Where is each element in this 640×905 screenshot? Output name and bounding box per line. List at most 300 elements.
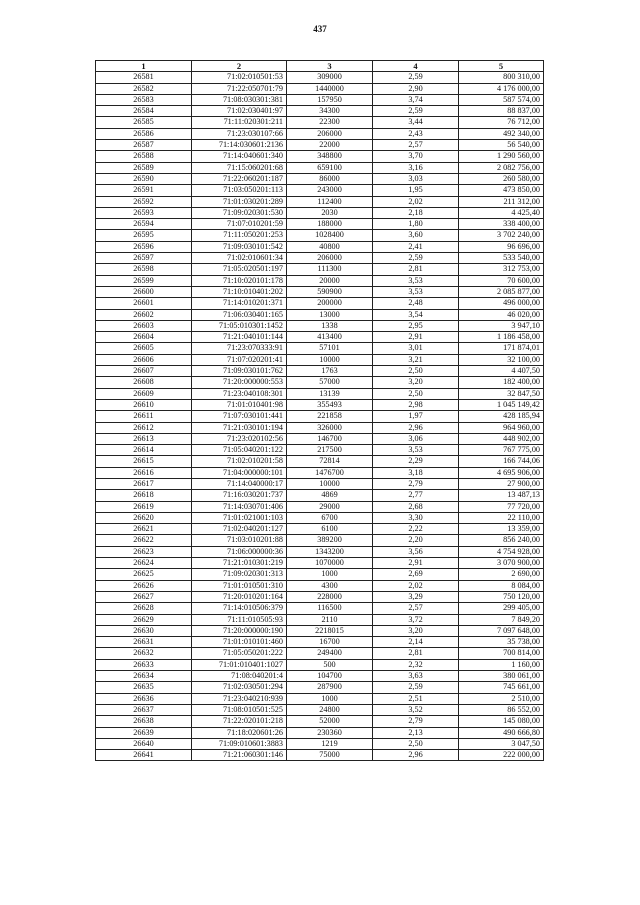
area-cell: 57101	[287, 343, 373, 354]
row-number-cell: 26621	[96, 524, 192, 535]
rate-cell: 2,50	[373, 366, 459, 377]
cadastral-number-cell: 71:02:030401:97	[192, 106, 287, 117]
area-cell: 217500	[287, 445, 373, 456]
area-cell: 146700	[287, 433, 373, 444]
row-number-cell: 26606	[96, 354, 192, 365]
cadastral-number-cell: 71:09:030101:542	[192, 241, 287, 252]
cadastral-number-cell: 71:07:010201:59	[192, 219, 287, 230]
value-cell: 4 176 000,00	[459, 83, 544, 94]
cadastral-number-cell: 71:09:010601:3883	[192, 738, 287, 749]
row-number-cell: 26628	[96, 603, 192, 614]
row-number-cell: 26607	[96, 366, 192, 377]
column-header-2: 2	[192, 61, 287, 72]
table-row	[96, 275, 544, 286]
rate-cell: 3,56	[373, 546, 459, 557]
rate-cell: 3,72	[373, 614, 459, 625]
value-cell: 13 487,13	[459, 490, 544, 501]
value-cell: 3 047,50	[459, 738, 544, 749]
value-cell: 1 186 458,00	[459, 332, 544, 343]
table-row	[96, 467, 544, 478]
area-cell: 326000	[287, 422, 373, 433]
row-number-cell: 26635	[96, 682, 192, 693]
value-cell: 496 000,00	[459, 298, 544, 309]
value-cell: 32 847,50	[459, 388, 544, 399]
cadastral-number-cell: 71:02:010601:34	[192, 253, 287, 264]
header-row	[96, 61, 544, 72]
row-number-cell: 26583	[96, 94, 192, 105]
table-header	[96, 61, 544, 72]
rate-cell: 2,18	[373, 207, 459, 218]
rate-cell: 2,91	[373, 558, 459, 569]
table-row	[96, 603, 544, 614]
value-cell: 3 702 240,00	[459, 230, 544, 241]
table-row	[96, 512, 544, 523]
table-row	[96, 693, 544, 704]
rate-cell: 3,53	[373, 445, 459, 456]
table-row	[96, 625, 544, 636]
cadastral-number-cell: 71:07:030101:441	[192, 411, 287, 422]
rate-cell: 2,81	[373, 264, 459, 275]
cadastral-number-cell: 71:14:010506:379	[192, 603, 287, 614]
row-number-cell: 26629	[96, 614, 192, 625]
cadastral-number-cell: 71:21:010301:219	[192, 558, 287, 569]
area-cell: 22000	[287, 140, 373, 151]
value-cell: 800 310,00	[459, 72, 544, 83]
area-cell: 1219	[287, 738, 373, 749]
value-cell: 2 510,00	[459, 693, 544, 704]
rate-cell: 3,30	[373, 512, 459, 523]
row-number-cell: 26605	[96, 343, 192, 354]
table-row	[96, 377, 544, 388]
row-number-cell: 26631	[96, 637, 192, 648]
cadastral-number-cell: 71:08:040201:4	[192, 671, 287, 682]
value-cell: 7 097 648,00	[459, 625, 544, 636]
row-number-cell: 26582	[96, 83, 192, 94]
area-cell: 200000	[287, 298, 373, 309]
cadastral-number-cell: 71:21:040101:144	[192, 332, 287, 343]
rate-cell: 2,96	[373, 422, 459, 433]
rate-cell: 3,52	[373, 704, 459, 715]
rate-cell: 3,29	[373, 591, 459, 602]
row-number-cell: 26620	[96, 512, 192, 523]
column-header-5: 5	[459, 61, 544, 72]
rate-cell: 2,32	[373, 659, 459, 670]
area-cell: 249400	[287, 648, 373, 659]
area-cell: 1763	[287, 366, 373, 377]
area-cell: 500	[287, 659, 373, 670]
value-cell: 1 290 560,00	[459, 151, 544, 162]
area-cell: 348800	[287, 151, 373, 162]
cadastral-number-cell: 71:23:030107:66	[192, 128, 287, 139]
rate-cell: 3,20	[373, 377, 459, 388]
rate-cell: 2,98	[373, 399, 459, 410]
row-number-cell: 26615	[96, 456, 192, 467]
cadastral-number-cell: 71:21:030101:194	[192, 422, 287, 433]
table-row	[96, 716, 544, 727]
value-cell: 3 070 900,00	[459, 558, 544, 569]
row-number-cell: 26630	[96, 625, 192, 636]
cadastral-number-cell: 71:03:010201:88	[192, 535, 287, 546]
area-cell: 1343200	[287, 546, 373, 557]
value-cell: 492 340,00	[459, 128, 544, 139]
cadastral-number-cell: 71:05:010301:1452	[192, 320, 287, 331]
table-body	[96, 72, 544, 761]
table-row	[96, 298, 544, 309]
row-number-cell: 26641	[96, 750, 192, 761]
table-row	[96, 727, 544, 738]
value-cell: 88 837,00	[459, 106, 544, 117]
row-number-cell: 26588	[96, 151, 192, 162]
cadastral-number-cell: 71:22:050701:79	[192, 83, 287, 94]
cadastral-number-cell: 71:06:030401:165	[192, 309, 287, 320]
table-row	[96, 219, 544, 230]
cadastral-number-cell: 71:11:020301:211	[192, 117, 287, 128]
value-cell: 587 574,00	[459, 94, 544, 105]
table-row	[96, 750, 544, 761]
table-row	[96, 94, 544, 105]
area-cell: 355493	[287, 399, 373, 410]
rate-cell: 2,02	[373, 580, 459, 591]
table-row	[96, 682, 544, 693]
cadastral-number-cell: 71:10:020101:178	[192, 275, 287, 286]
rate-cell: 2,81	[373, 648, 459, 659]
row-number-cell: 26587	[96, 140, 192, 151]
row-number-cell: 26625	[96, 569, 192, 580]
rate-cell: 2,50	[373, 388, 459, 399]
rate-cell: 2,43	[373, 128, 459, 139]
value-cell: 222 000,00	[459, 750, 544, 761]
table-row	[96, 241, 544, 252]
rate-cell: 1,95	[373, 185, 459, 196]
table-row	[96, 207, 544, 218]
cadastral-number-cell: 71:23:040210:939	[192, 693, 287, 704]
rate-cell: 2,59	[373, 72, 459, 83]
rate-cell: 3,63	[373, 671, 459, 682]
table-row	[96, 140, 544, 151]
row-number-cell: 26584	[96, 106, 192, 117]
cadastral-number-cell: 71:14:040601:340	[192, 151, 287, 162]
area-cell: 659100	[287, 162, 373, 173]
rate-cell: 2,57	[373, 603, 459, 614]
value-cell: 96 696,00	[459, 241, 544, 252]
rate-cell: 2,59	[373, 106, 459, 117]
rate-cell: 3,53	[373, 286, 459, 297]
cadastral-number-cell: 71:02:040201:127	[192, 524, 287, 535]
table-row	[96, 185, 544, 196]
area-cell: 22300	[287, 117, 373, 128]
rate-cell: 3,53	[373, 275, 459, 286]
table-row	[96, 72, 544, 83]
table-row	[96, 524, 544, 535]
table-row	[96, 580, 544, 591]
value-cell: 745 661,00	[459, 682, 544, 693]
table-row	[96, 388, 544, 399]
rate-cell: 2,90	[373, 83, 459, 94]
area-cell: 590900	[287, 286, 373, 297]
table-row	[96, 433, 544, 444]
table-row	[96, 230, 544, 241]
rate-cell: 2,29	[373, 456, 459, 467]
row-number-cell: 26590	[96, 173, 192, 184]
table-row	[96, 399, 544, 410]
area-cell: 309000	[287, 72, 373, 83]
value-cell: 473 850,00	[459, 185, 544, 196]
area-cell: 1070000	[287, 558, 373, 569]
value-cell: 8 084,00	[459, 580, 544, 591]
row-number-cell: 26623	[96, 546, 192, 557]
row-number-cell: 26581	[96, 72, 192, 83]
rate-cell: 3,18	[373, 467, 459, 478]
rate-cell: 2,22	[373, 524, 459, 535]
area-cell: 1000	[287, 693, 373, 704]
row-number-cell: 26626	[96, 580, 192, 591]
value-cell: 4 695 906,00	[459, 467, 544, 478]
cadastral-number-cell: 71:04:000000:101	[192, 467, 287, 478]
table-row	[96, 478, 544, 489]
cadastral-number-cell: 71:08:030301:381	[192, 94, 287, 105]
value-cell: 260 580,00	[459, 173, 544, 184]
row-number-cell: 26639	[96, 727, 192, 738]
cadastral-number-cell: 71:01:010501:310	[192, 580, 287, 591]
area-cell: 1000	[287, 569, 373, 580]
row-number-cell: 26634	[96, 671, 192, 682]
table-row	[96, 456, 544, 467]
value-cell: 964 960,00	[459, 422, 544, 433]
table-row	[96, 354, 544, 365]
column-header-3: 3	[287, 61, 373, 72]
value-cell: 46 020,00	[459, 309, 544, 320]
row-number-cell: 26613	[96, 433, 192, 444]
table-row	[96, 173, 544, 184]
cadastral-number-cell: 71:02:030501:294	[192, 682, 287, 693]
value-cell: 312 753,00	[459, 264, 544, 275]
value-cell: 448 902,00	[459, 433, 544, 444]
area-cell: 4869	[287, 490, 373, 501]
area-cell: 10000	[287, 354, 373, 365]
rate-cell: 2,20	[373, 535, 459, 546]
rate-cell: 3,44	[373, 117, 459, 128]
row-number-cell: 26622	[96, 535, 192, 546]
row-number-cell: 26604	[96, 332, 192, 343]
table-row	[96, 637, 544, 648]
row-number-cell: 26589	[96, 162, 192, 173]
cadastral-number-cell: 71:21:060301:146	[192, 750, 287, 761]
table-row	[96, 422, 544, 433]
cadastral-number-cell: 71:18:020601:26	[192, 727, 287, 738]
row-number-cell: 26601	[96, 298, 192, 309]
area-cell: 16700	[287, 637, 373, 648]
row-number-cell: 26598	[96, 264, 192, 275]
value-cell: 70 600,00	[459, 275, 544, 286]
table-row	[96, 535, 544, 546]
cadastral-number-cell: 71:22:060201:187	[192, 173, 287, 184]
rate-cell: 1,97	[373, 411, 459, 422]
value-cell: 76 712,00	[459, 117, 544, 128]
table-row	[96, 501, 544, 512]
table-row	[96, 569, 544, 580]
area-cell: 1338	[287, 320, 373, 331]
area-cell: 116500	[287, 603, 373, 614]
row-number-cell: 26636	[96, 693, 192, 704]
area-cell: 34300	[287, 106, 373, 117]
table-row	[96, 738, 544, 749]
table-row	[96, 558, 544, 569]
row-number-cell: 26627	[96, 591, 192, 602]
cadastral-number-cell: 71:03:050201:113	[192, 185, 287, 196]
cadastral-number-cell: 71:08:010501:525	[192, 704, 287, 715]
rate-cell: 2,50	[373, 738, 459, 749]
area-cell: 206000	[287, 253, 373, 264]
registry-table	[95, 60, 544, 761]
cadastral-number-cell: 71:01:021001:103	[192, 512, 287, 523]
value-cell: 35 738,00	[459, 637, 544, 648]
value-cell: 2 082 756,00	[459, 162, 544, 173]
row-number-cell: 26637	[96, 704, 192, 715]
rate-cell: 3,06	[373, 433, 459, 444]
table-row	[96, 151, 544, 162]
area-cell: 112400	[287, 196, 373, 207]
rate-cell: 2,02	[373, 196, 459, 207]
table-row	[96, 343, 544, 354]
area-cell: 4300	[287, 580, 373, 591]
table-row	[96, 614, 544, 625]
cadastral-number-cell: 71:01:030201:289	[192, 196, 287, 207]
row-number-cell: 26591	[96, 185, 192, 196]
area-cell: 389200	[287, 535, 373, 546]
rate-cell: 3,21	[373, 354, 459, 365]
rate-cell: 2,79	[373, 478, 459, 489]
cadastral-number-cell: 71:10:010401:202	[192, 286, 287, 297]
rate-cell: 2,77	[373, 490, 459, 501]
cadastral-number-cell: 71:02:010501:53	[192, 72, 287, 83]
cadastral-number-cell: 71:09:020301:530	[192, 207, 287, 218]
area-cell: 188000	[287, 219, 373, 230]
rate-cell: 2,91	[373, 332, 459, 343]
rate-cell: 2,51	[373, 693, 459, 704]
cadastral-number-cell: 71:05:050201:222	[192, 648, 287, 659]
row-number-cell: 26618	[96, 490, 192, 501]
row-number-cell: 26609	[96, 388, 192, 399]
cadastral-number-cell: 71:01:010401:98	[192, 399, 287, 410]
value-cell: 428 185,94	[459, 411, 544, 422]
value-cell: 32 100,00	[459, 354, 544, 365]
row-number-cell: 26585	[96, 117, 192, 128]
cadastral-number-cell: 71:09:020301:313	[192, 569, 287, 580]
cadastral-number-cell: 71:23:020102:56	[192, 433, 287, 444]
cadastral-number-cell: 71:23:070333:91	[192, 343, 287, 354]
table-row	[96, 671, 544, 682]
rate-cell: 2,48	[373, 298, 459, 309]
cadastral-number-cell: 71:07:020201:41	[192, 354, 287, 365]
area-cell: 206000	[287, 128, 373, 139]
table-row	[96, 83, 544, 94]
area-cell: 10000	[287, 478, 373, 489]
row-number-cell: 26619	[96, 501, 192, 512]
value-cell: 2 085 877,00	[459, 286, 544, 297]
row-number-cell: 26596	[96, 241, 192, 252]
row-number-cell: 26592	[96, 196, 192, 207]
value-cell: 27 900,00	[459, 478, 544, 489]
area-cell: 1440000	[287, 83, 373, 94]
value-cell: 380 061,00	[459, 671, 544, 682]
rate-cell: 2,59	[373, 253, 459, 264]
area-cell: 13139	[287, 388, 373, 399]
rate-cell: 2,79	[373, 716, 459, 727]
value-cell: 700 814,00	[459, 648, 544, 659]
area-cell: 413400	[287, 332, 373, 343]
table-row	[96, 117, 544, 128]
value-cell: 1 160,00	[459, 659, 544, 670]
value-cell: 171 874,01	[459, 343, 544, 354]
area-cell: 157950	[287, 94, 373, 105]
rate-cell: 3,54	[373, 309, 459, 320]
cadastral-number-cell: 71:14:030701:406	[192, 501, 287, 512]
page-number: 437	[313, 24, 327, 34]
table-row	[96, 128, 544, 139]
rate-cell: 2,95	[373, 320, 459, 331]
row-number-cell: 26632	[96, 648, 192, 659]
rate-cell: 2,96	[373, 750, 459, 761]
row-number-cell: 26614	[96, 445, 192, 456]
value-cell: 182 400,00	[459, 377, 544, 388]
cadastral-number-cell: 71:16:030201:737	[192, 490, 287, 501]
table-row	[96, 253, 544, 264]
rate-cell: 2,41	[373, 241, 459, 252]
table-row	[96, 366, 544, 377]
value-cell: 750 120,00	[459, 591, 544, 602]
rate-cell: 2,69	[373, 569, 459, 580]
area-cell: 24800	[287, 704, 373, 715]
row-number-cell: 26611	[96, 411, 192, 422]
cadastral-number-cell: 71:01:010401:1027	[192, 659, 287, 670]
row-number-cell: 26595	[96, 230, 192, 241]
value-cell: 22 110,00	[459, 512, 544, 523]
row-number-cell: 26603	[96, 320, 192, 331]
cadastral-number-cell: 71:23:040108:301	[192, 388, 287, 399]
row-number-cell: 26638	[96, 716, 192, 727]
area-cell: 52000	[287, 716, 373, 727]
cadastral-number-cell: 71:14:010201:371	[192, 298, 287, 309]
table-row	[96, 162, 544, 173]
table-row	[96, 591, 544, 602]
value-cell: 299 405,00	[459, 603, 544, 614]
rate-cell: 2,57	[373, 140, 459, 151]
area-cell: 287900	[287, 682, 373, 693]
area-cell: 86000	[287, 173, 373, 184]
table-row	[96, 264, 544, 275]
row-number-cell: 26597	[96, 253, 192, 264]
value-cell: 7 849,20	[459, 614, 544, 625]
cadastral-number-cell: 71:20:000000:553	[192, 377, 287, 388]
rate-cell: 3,16	[373, 162, 459, 173]
table-row	[96, 196, 544, 207]
value-cell: 4 407,50	[459, 366, 544, 377]
rate-cell: 3,60	[373, 230, 459, 241]
cadastral-number-cell: 71:11:050201:253	[192, 230, 287, 241]
rate-cell: 3,01	[373, 343, 459, 354]
value-cell: 490 666,80	[459, 727, 544, 738]
row-number-cell: 26610	[96, 399, 192, 410]
area-cell: 72814	[287, 456, 373, 467]
cadastral-number-cell: 71:09:030101:762	[192, 366, 287, 377]
area-cell: 228000	[287, 591, 373, 602]
row-number-cell: 26594	[96, 219, 192, 230]
rate-cell: 2,13	[373, 727, 459, 738]
value-cell: 4 425,40	[459, 207, 544, 218]
area-cell: 6700	[287, 512, 373, 523]
area-cell: 2218015	[287, 625, 373, 636]
area-cell: 2110	[287, 614, 373, 625]
